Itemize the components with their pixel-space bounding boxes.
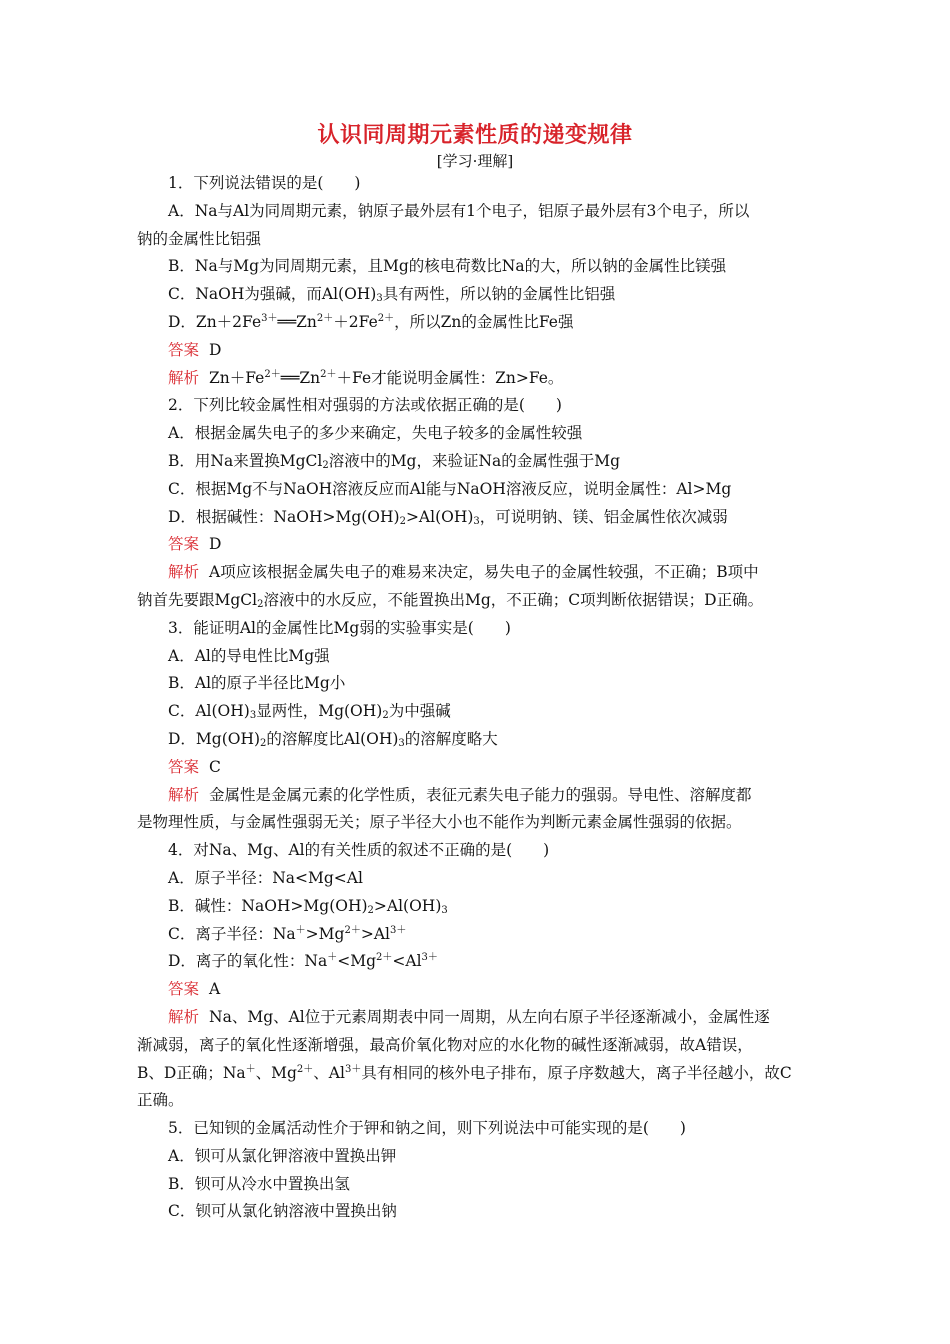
question-2-option-b: B．用Na来置换MgCl$_2$溶液中的Mg，来验证Na的金属性强于Mg — [168, 451, 621, 471]
answer-label: 答案 — [168, 757, 200, 776]
question-2-option-c: C．根据Mg不与NaOH溶液反应而Al能与NaOH溶液反应，说明金属性：Al>Mg — [168, 479, 732, 498]
answer-label: 答案 — [168, 535, 200, 554]
analysis-label: 解析 — [168, 563, 200, 582]
question-1-option-c: C．NaOH为强碱，而$Al(OH)_3$具有两性，所以钠的金属性比铝强 — [168, 285, 616, 305]
question-4-stem: 4．对Na、Mg、Al的有关性质的叙述不正确的是( ) — [168, 841, 550, 860]
question-3-stem: 3．能证明Al的金属性比Mg弱的实验事实是( ) — [168, 618, 511, 637]
question-2-analysis-cont: 钠首先要跟MgCl$_2$溶液中的水反应，不能置换出Mg，不正确；C项判断依据错误；D正确。 — [137, 590, 764, 610]
question-1-option-a-cont: 钠的金属性比铝强 — [137, 229, 262, 248]
question-3-option-b: B．Al的原子半径比Mg小 — [168, 674, 346, 693]
question-3-answer: 答案 C — [168, 757, 221, 776]
question-1-option-a: A．Na与Al为同周期元素，钠原子最外层有1个电子，铝原子最外层有3个电子，所以 — [168, 201, 750, 220]
question-4-analysis: 解析 Na、Mg、Al位于元素周期表中同一周期，从左向右原子半径逐渐减小，金属性逐 — [168, 1007, 770, 1026]
question-4-analysis-cont-3: 正确。 — [137, 1091, 184, 1110]
question-5-stem: 5．已知钡的金属活动性介于钾和钠之间，则下列说法中可能实现的是( ) — [168, 1119, 686, 1138]
question-1-option-b: B．Na与Mg为同周期元素，且Mg的核电荷数比Na的大，所以钠的金属性比镁强 — [168, 257, 727, 276]
question-2-answer: 答案 D — [168, 535, 222, 554]
question-4-analysis-cont-1: 渐减弱，离子的氧化性逐渐增强，最高价氧化物对应的水化物的碱性逐渐减弱，故A错误， — [137, 1035, 753, 1054]
question-4-answer: 答案 A — [168, 980, 221, 999]
question-5-option-c: C．钡可从氯化钠溶液中置换出钠 — [168, 1202, 397, 1221]
question-3-option-c: C．$Al(OH)_3$显两性，$Mg(OH)_2$为中强碱 — [168, 702, 451, 722]
document-title: 认识同周期元素性质的递变规律 — [317, 122, 633, 148]
question-1-stem: 1．下列说法错误的是( ) — [168, 174, 361, 192]
question-1-answer: 答案 D — [168, 340, 222, 359]
answer-label: 答案 — [168, 340, 200, 359]
analysis-label: 解析 — [168, 1007, 200, 1026]
question-1-analysis: 解析 $Zn+Fe^{2+}══Zn^{2+}+Fe$才能说明金属性：Zn>Fe。 — [168, 368, 564, 387]
question-4-option-c: C．离子半径：$Na^+>Mg^{2+}>Al^{3+}$ — [168, 924, 407, 943]
question-4-option-b: B．碱性：$NaOH>Mg(OH)_2>Al(OH)_3$ — [168, 896, 448, 916]
question-2-analysis: 解析 A项应该根据金属失电子的难易来决定，易失电子的金属性较强，不正确；B项中 — [168, 563, 759, 582]
question-3-option-a: A．Al的导电性比Mg强 — [168, 646, 330, 665]
question-3-option-d: D．$Mg(OH)_2$的溶解度比$Al(OH)_3$的溶解度略大 — [168, 729, 498, 749]
question-4-option-d: D．离子的氧化性：$Na^+<Mg^{2+}<Al^{3+}$ — [168, 952, 438, 971]
analysis-label: 解析 — [168, 368, 200, 387]
question-2-option-a: A．根据金属失电子的多少来确定，失电子较多的金属性较强 — [168, 424, 583, 443]
question-2-option-d: D．根据碱性：$NaOH>Mg(OH)_2>Al(OH)_3$，可说明钠、镁、铝金属性依次减弱 — [168, 507, 728, 527]
question-2-stem: 2．下列比较金属性相对强弱的方法或依据正确的是( ) — [168, 396, 562, 415]
answer-label: 答案 — [168, 980, 200, 999]
question-3-analysis: 解析 金属性是金属元素的化学性质，表征元素失电子能力的强弱。导电性、溶解度都 — [168, 785, 752, 804]
section-subtitle: [学习·理解] — [436, 152, 514, 170]
question-3-analysis-cont: 是物理性质，与金属性强弱无关；原子半径大小也不能作为判断元素金属性强弱的依据。 — [137, 813, 742, 832]
question-1-option-d: D．$Zn+2Fe^{3+}══Zn^{2+}+2Fe^{2+}$，所以Zn的金属性比Fe强 — [168, 312, 574, 331]
analysis-label: 解析 — [168, 785, 200, 804]
question-list — [137, 170, 817, 1226]
question-5-option-a: A．钡可从氯化钾溶液中置换出钾 — [168, 1146, 397, 1165]
question-4-analysis-cont-2: B、D正确；Na＋、$Mg^{2+}$、$Al^{3+}$具有相同的核外电子排布，原子序数越大，离子半径越小，故C — [137, 1063, 792, 1082]
question-4-option-a: A．原子半径：Na<Mg<Al — [168, 868, 363, 887]
question-5-option-b: B．钡可从冷水中置换出氢 — [168, 1174, 350, 1193]
